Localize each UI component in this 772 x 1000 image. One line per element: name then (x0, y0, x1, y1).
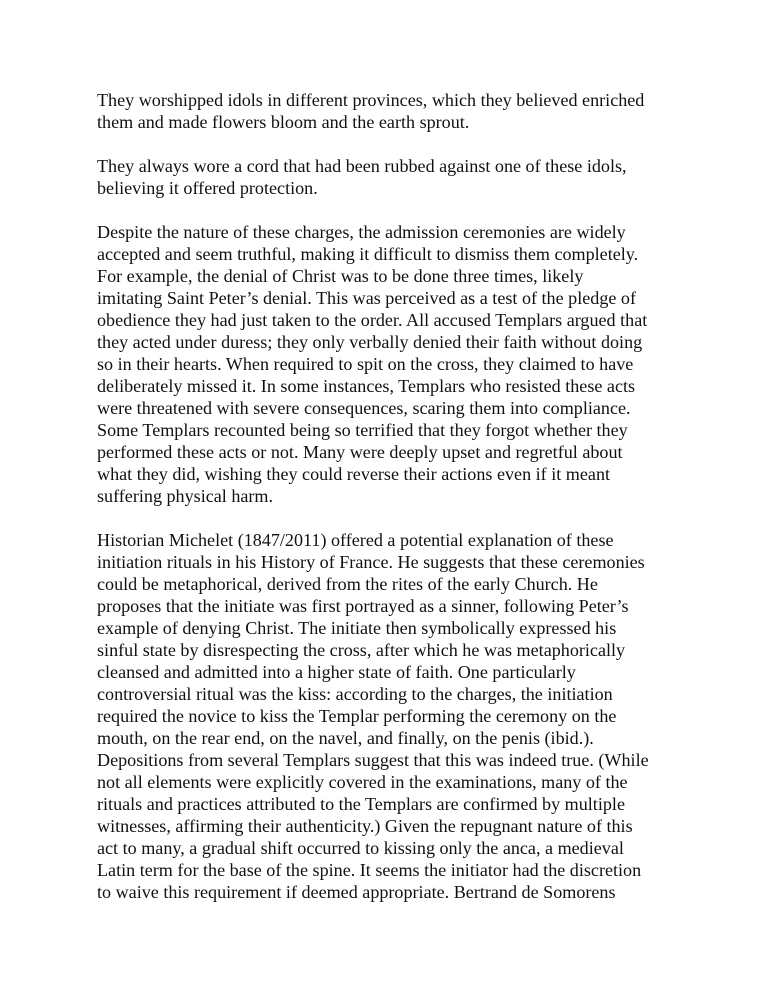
text-line: For example, the denial of Christ was to be done three times, likely (97, 266, 584, 286)
paragraph-idols (97, 89, 677, 133)
text-line: they acted under duress; they only verbally denied their faith without doing (97, 332, 643, 352)
text-line: believing it offered protection. (97, 178, 318, 198)
text-line: They always wore a cord that had been rubbed against one of these idols, (97, 156, 627, 176)
text-line: obedience they had just taken to the order. All accused Templars argued that (97, 310, 648, 330)
paragraph-michelet (97, 529, 677, 903)
paragraph-admission-ceremonies (97, 221, 677, 507)
text-line: them and made flowers bloom and the earth sprout. (97, 112, 470, 132)
text-line: Some Templars recounted being so terrified that they forgot whether they (97, 420, 628, 440)
text-line: could be metaphorical, derived from the rites of the early Church. He (97, 574, 598, 594)
text-line: proposes that the initiate was first portrayed as a sinner, following Peter’s (97, 596, 629, 616)
text-line: were threatened with severe consequences, scaring them into compliance. (97, 398, 631, 418)
text-line: rituals and practices attributed to the Templars are confirmed by multiple (97, 794, 625, 814)
text-line: performed these acts or not. Many were deeply upset and regretful about (97, 442, 623, 462)
text-line: example of denying Christ. The initiate then symbolically expressed his (97, 618, 617, 638)
text-line: suffering physical harm. (97, 486, 274, 506)
document-page (97, 89, 677, 925)
text-line: initiation rituals in his History of France. He suggests that these ceremonies (97, 552, 645, 572)
text-line: imitating Saint Peter’s denial. This was perceived as a test of the pledge of (97, 288, 636, 308)
text-line: required the novice to kiss the Templar performing the ceremony on the (97, 706, 617, 726)
text-line: accepted and seem truthful, making it difficult to dismiss them completely. (97, 244, 639, 264)
paragraph-cord (97, 155, 677, 199)
text-line: sinful state by disrespecting the cross, after which he was metaphorically (97, 640, 626, 660)
text-line: mouth, on the rear end, on the navel, and finally, on the penis (ibid.). (97, 728, 594, 748)
text-line: witnesses, affirming their authenticity.) Given the repugnant nature of this (97, 816, 633, 836)
text-line: deliberately missed it. In some instances, Templars who resisted these acts (97, 376, 636, 396)
text-line: so in their hearts. When required to spit on the cross, they claimed to have (97, 354, 634, 374)
text-line: Despite the nature of these charges, the admission ceremonies are widely (97, 222, 626, 242)
text-line: Depositions from several Templars suggest that this was indeed true. (While (97, 750, 649, 770)
text-line: Latin term for the base of the spine. It seems the initiator had the discretion (97, 860, 642, 880)
text-line: not all elements were explicitly covered in the examinations, many of the (97, 772, 628, 792)
text-line: what they did, wishing they could reverse their actions even if it meant (97, 464, 611, 484)
text-line: to waive this requirement if deemed appropriate. Bertrand de Somorens (97, 882, 616, 902)
text-line: Historian Michelet (1847/2011) offered a potential explanation of these (97, 530, 614, 550)
text-line: They worshipped idols in different provinces, which they believed enriched (97, 90, 645, 110)
text-line: controversial ritual was the kiss: according to the charges, the initiation (97, 684, 613, 704)
text-line: cleansed and admitted into a higher state of faith. One particularly (97, 662, 576, 682)
text-line: act to many, a gradual shift occurred to kissing only the anca, a medieval (97, 838, 624, 858)
